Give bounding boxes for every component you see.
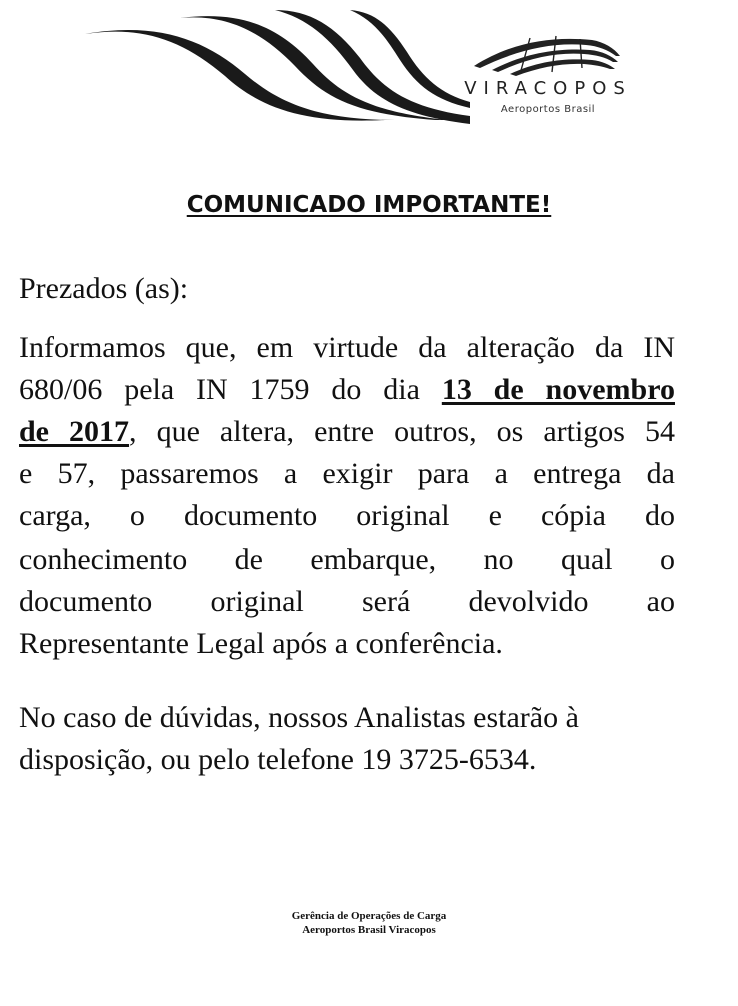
footer-company: Aeroportos Brasil Viracopos xyxy=(302,924,436,936)
paragraph-line xyxy=(19,411,675,453)
notice-paragraph-1 xyxy=(19,327,675,663)
paragraph-line: Representante Legal após a conferência. xyxy=(19,627,503,660)
notice-paragraph-2 xyxy=(19,697,675,781)
arch-roof-icon xyxy=(472,34,622,76)
paragraph-line: carga, o documento original e cópia do xyxy=(19,499,675,532)
paragraph-line: disposição, ou pelo telefone 19 3725-6534. xyxy=(19,743,537,776)
paragraph-text: 680/06 pela IN 1759 do dia xyxy=(19,373,442,406)
paragraph-line: Informamos que, em virtude da alteração da IN xyxy=(19,331,675,364)
notice-title: COMUNICADO IMPORTANTE! xyxy=(186,192,552,218)
paragraph-line: conhecimento de embarque, no qual o xyxy=(19,543,675,576)
paragraph-line: No caso de dúvidas, nossos Analistas estarão à xyxy=(19,701,579,734)
paragraph-line: documento original será devolvido ao xyxy=(19,585,675,618)
brand-subtitle: Aeroportos Brasil xyxy=(500,104,596,115)
brand-name: VIRACOPOS xyxy=(464,78,632,99)
swoosh-stripes-icon xyxy=(85,8,470,126)
footer-department: Gerência de Operações de Carga xyxy=(291,910,447,922)
paragraph-line xyxy=(19,369,675,411)
highlighted-date: 13 de novembro xyxy=(441,373,675,406)
signature-footer xyxy=(0,909,738,937)
highlighted-date: de 2017 xyxy=(19,415,130,448)
paragraph-text: , que altera, entre outros, os artigos 54 xyxy=(129,415,676,448)
salutation: Prezados (as): xyxy=(19,272,189,305)
paragraph-line: e 57, passaremos a exigir para a entrega da xyxy=(19,457,675,490)
viracopos-logo xyxy=(460,34,660,124)
